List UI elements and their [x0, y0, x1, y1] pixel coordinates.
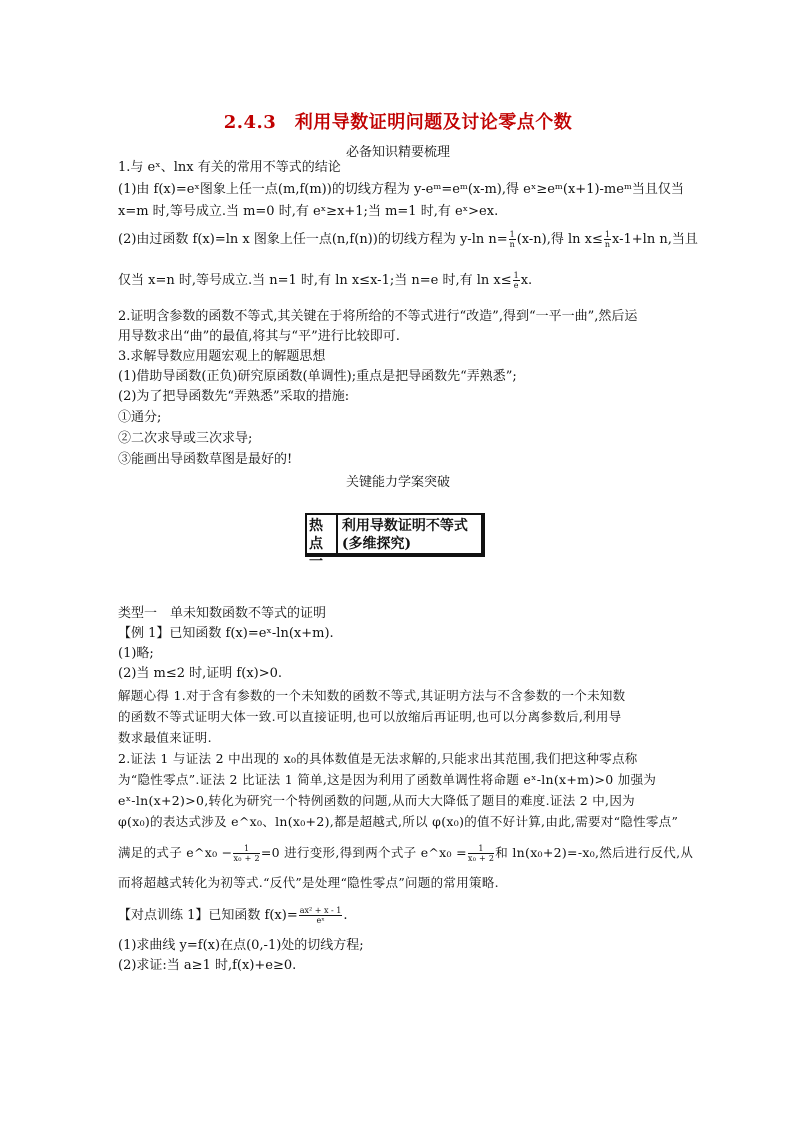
hotspot-box: [305, 513, 485, 570]
fraction-1-over-x0-plus-2: $\frac{1}{\text{x₀ + 2}}$: [233, 844, 260, 863]
insight-line-1: 解题心得 1.对于含有参数的一个未知数的函数不等式,其证明方法与不含参数的一个未知数: [118, 688, 626, 703]
insight-line-4: 2.证法 1 与证法 2 中出现的 x₀的具体数值是无法求解的,只能求出其范围,我们把这种零点称: [118, 751, 638, 766]
insight-line-8: 满足的式子 e^x₀ − $\frac{1}{\text{x₀ + 2}}$ =0 进行变形,得到两个式子 e^x₀ = $\frac{1}{\text{x₀ + 2}}$ 和 ln(x₀+2)=-x₀,然后进行反代,从: [118, 844, 694, 863]
fraction-training-function: $\frac{\text{ax² + x - 1}}{\text{eˣ}}$: [299, 906, 342, 925]
fraction-1-over-x0-plus-2: $\frac{1}{\text{x₀ + 2}}$: [467, 844, 495, 863]
example-1-part-1: (1)略;: [118, 646, 154, 661]
section-heading-knowledge: 必备知识精要梳理: [345, 145, 450, 160]
page-title: 2.4.3 利用导数证明问题及讨论零点个数: [223, 112, 573, 133]
insight-line-6: eˣ-ln(x+2)>0,转化为研究一个特例函数的问题,从而大大降低了题目的难度.证法 2 中,因为: [118, 793, 635, 808]
point-1-line-4: 仅当 x=n 时,等号成立.当 n=1 时,有 ln x≤x-1;当 n=e 时,有 ln x≤ $\frac{1}{e}$ x.: [118, 271, 533, 290]
point-3-item-2: (2)为了把导函数先“弄熟悉”采取的措施:: [118, 389, 350, 404]
point-3-sub-3: ③能画出导函数草图是最好的!: [118, 452, 293, 467]
training-1: 【对点训练 1】已知函数 f(x)= $\frac{\text{ax² + x - 1}}{\text{eˣ}}$ .: [118, 906, 348, 925]
point-3-heading: 3.求解导数应用题宏观上的解题思想: [118, 349, 326, 364]
section-heading-abilities: 关键能力学案突破: [345, 475, 450, 490]
insight-line-9: 而将超越式转化为初等式.“反代”是处理“隐性零点”问题的常用策略.: [118, 875, 499, 890]
point-2-line-2: 用导数求出“曲”的最值,将其与“平”进行比较即可.: [118, 329, 400, 344]
insight-line-5: 为“隐性零点”.证法 2 比证法 1 简单,这是因为利用了函数单调性将命题 eˣ-ln(x+m)>0 加强为: [118, 772, 657, 787]
training-1-part-2: (2)求证:当 a≥1 时,f(x)+e≥0.: [118, 958, 297, 973]
type-1-heading: 类型一 单未知数函数不等式的证明: [118, 606, 327, 621]
insight-line-7: φ(x₀)的表达式涉及 e^x₀、ln(x₀+2),都是超越式,所以 φ(x₀)的值不好计算,由此,需要对“隐性零点”: [118, 814, 679, 829]
fraction-1-over-n: $\frac{1}{n}$: [604, 230, 611, 249]
point-3-sub-2: ②二次求导或三次求导;: [118, 431, 253, 446]
insight-line-3: 数求最值来证明.: [118, 730, 212, 745]
point-2-line-1: 2.证明含参数的函数不等式,其关键在于将所给的不等式进行“改造”,得到“一平一曲”,然后运: [118, 309, 638, 324]
point-1-line-1: (1)由 f(x)=eˣ图象上任一点(m,f(m))的切线方程为 y-eᵐ=eᵐ(x-m),得 eˣ≥eᵐ(x+1)-meᵐ当且仅当: [118, 182, 684, 197]
point-3-item-1: (1)借助导函数(正负)研究原函数(单调性);重点是把导函数先“弄熟悉”;: [118, 369, 517, 384]
fraction-1-over-e: $\frac{1}{e}$: [513, 271, 519, 290]
hotspot-title: 利用导数证明不等式(多维探究): [341, 518, 468, 552]
fraction-1-over-n: $\frac{1}{n}$: [509, 230, 515, 249]
point-1-line-3: (2)由过函数 f(x)=ln x 图象上任一点(n,f(n))的切线方程为 y-ln n= $\frac{1}{n}$ (x-n),得 ln x≤ $\frac{1}{n}$ x-1+ln n,当且: [118, 230, 698, 249]
example-1-part-2: (2)当 m≤2 时,证明 f(x)>0.: [118, 666, 283, 681]
training-1-part-1: (1)求曲线 y=f(x)在点(0,-1)处的切线方程;: [118, 938, 364, 953]
point-1-line-2: x=m 时,等号成立.当 m=0 时,有 eˣ≥x+1;当 m=1 时,有 eˣ>ex.: [118, 204, 499, 219]
point-3-sub-1: ①通分;: [118, 410, 162, 425]
insight-line-2: 的函数不等式证明大体一致.可以直接证明,也可以放缩后再证明,也可以分离参数后,利用导: [118, 709, 622, 724]
example-1: 【例 1】已知函数 f(x)=eˣ-ln(x+m).: [118, 626, 334, 641]
point-1-heading: 1.与 eˣ、lnx 有关的常用不等式的结论: [118, 160, 341, 175]
hotspot-tag: 热点一: [307, 515, 338, 553]
